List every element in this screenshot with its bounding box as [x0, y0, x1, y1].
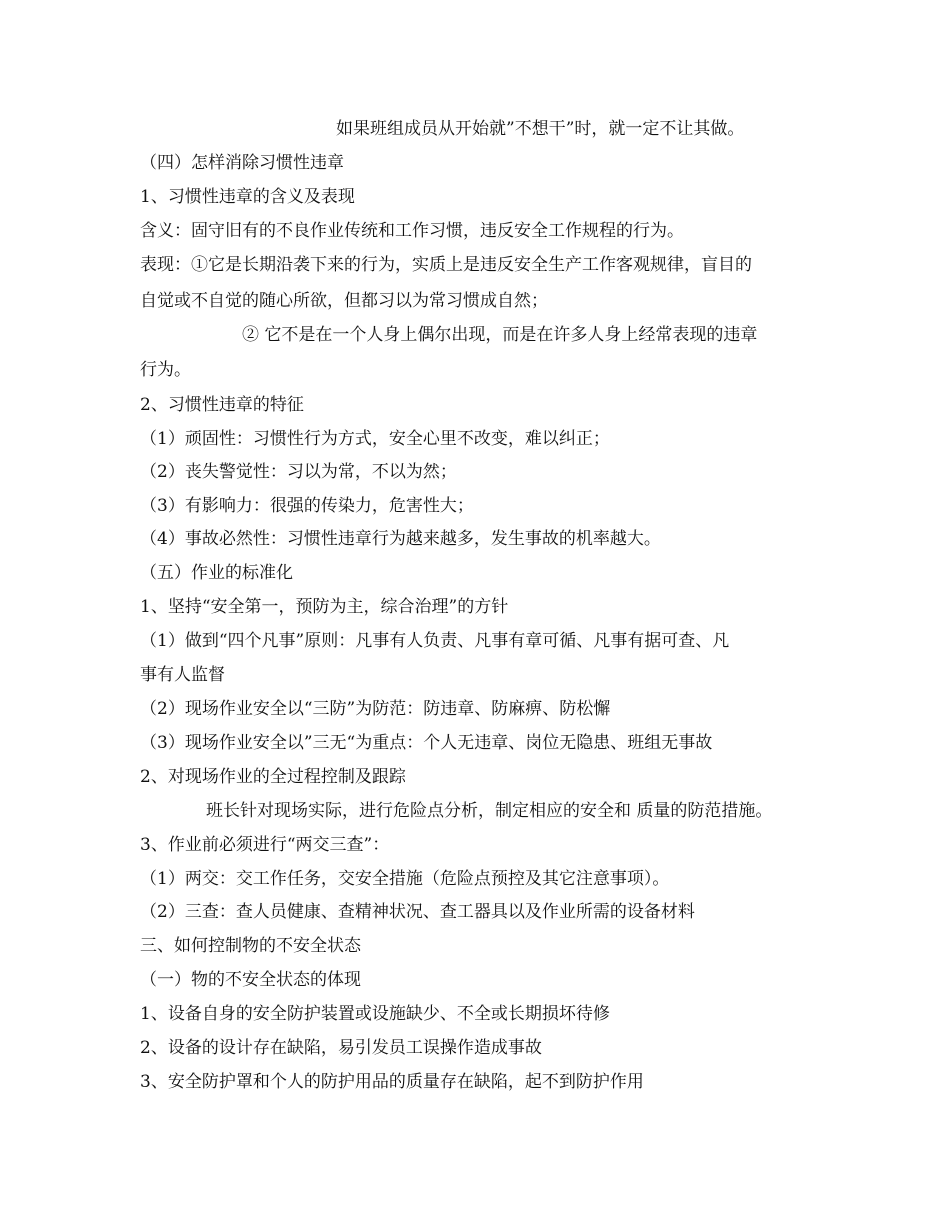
list-item: （1）两交：交工作任务，交安全措施（危险点预控及其它注意事项）。: [140, 869, 670, 889]
paragraph-line: 含义：固守旧有的不良作业传统和工作习惯，违反安全工作规程的行为。: [140, 221, 684, 241]
paragraph-line: ② 它不是在一个人身上偶尔出现，而是在许多人身上经常表现的违章: [242, 325, 758, 345]
section-heading: （一）物的不安全状态的体现: [140, 970, 361, 990]
list-item-continued: 事有人监督: [140, 665, 225, 685]
subsection-heading: 1、习惯性违章的含义及表现: [140, 187, 355, 207]
list-item: 3、安全防护罩和个人的防护用品的质量存在缺陷，起不到防护作用: [140, 1072, 644, 1092]
paragraph-line: 行为。: [140, 360, 191, 380]
paragraph-line: 表现：①它是长期沿袭下来的行为，实质上是违反安全生产工作客观规律，盲目的: [140, 255, 752, 275]
subsection-heading: 2、对现场作业的全过程控制及跟踪: [140, 767, 406, 787]
subsection-heading: 3、作业前必须进行“两交三查”：: [140, 835, 390, 855]
list-item: （2）丧失警觉性：习以为常，不以为然；: [140, 462, 457, 482]
list-item: 1、设备自身的安全防护装置或设施缺少、不全或长期损坏待修: [140, 1004, 610, 1024]
list-item: （2）三查：查人员健康、查精神状况、查工器具以及作业所需的设备材料: [140, 902, 695, 922]
paragraph-line: 如果班组成员从开始就”不想干”时，就一定不让其做。: [336, 119, 745, 139]
list-item: （4）事故必然性：习惯性违章行为越来越多，发生事故的机率越大。: [140, 529, 661, 549]
list-item: （3）现场作业安全以”三无“为重点：个人无违章、岗位无隐患、班组无事故: [140, 733, 713, 753]
section-heading: （四）怎样消除习惯性违章: [140, 153, 344, 173]
list-item: 2、设备的设计存在缺陷，易引发员工误操作造成事故: [140, 1038, 542, 1058]
subsection-heading: 1、坚持“安全第一，预防为主，综合治理”的方针: [140, 597, 509, 617]
paragraph-line: 班长针对现场实际，进行危险点分析，制定相应的安全和 质量的防范措施。: [206, 801, 773, 821]
paragraph-line: 自觉或不自觉的随心所欲，但都习以为常习惯成自然；: [140, 291, 548, 311]
list-item: （3）有影响力：很强的传染力，危害性大；: [140, 496, 474, 516]
section-heading: （五）作业的标准化: [140, 563, 293, 583]
list-item: （1）做到“四个凡事”原则：凡事有人负责、凡事有章可循、凡事有据可查、凡: [140, 631, 730, 651]
subsection-heading: 2、习惯性违章的特征: [140, 395, 304, 415]
list-item: （2）现场作业安全以“三防”为防范：防违章、防麻痹、防松懈: [140, 699, 611, 719]
list-item: （1）顽固性：习惯性行为方式，安全心里不改变，难以纠正；: [140, 429, 610, 449]
chapter-heading: 三、如何控制物的不安全状态: [140, 936, 361, 956]
